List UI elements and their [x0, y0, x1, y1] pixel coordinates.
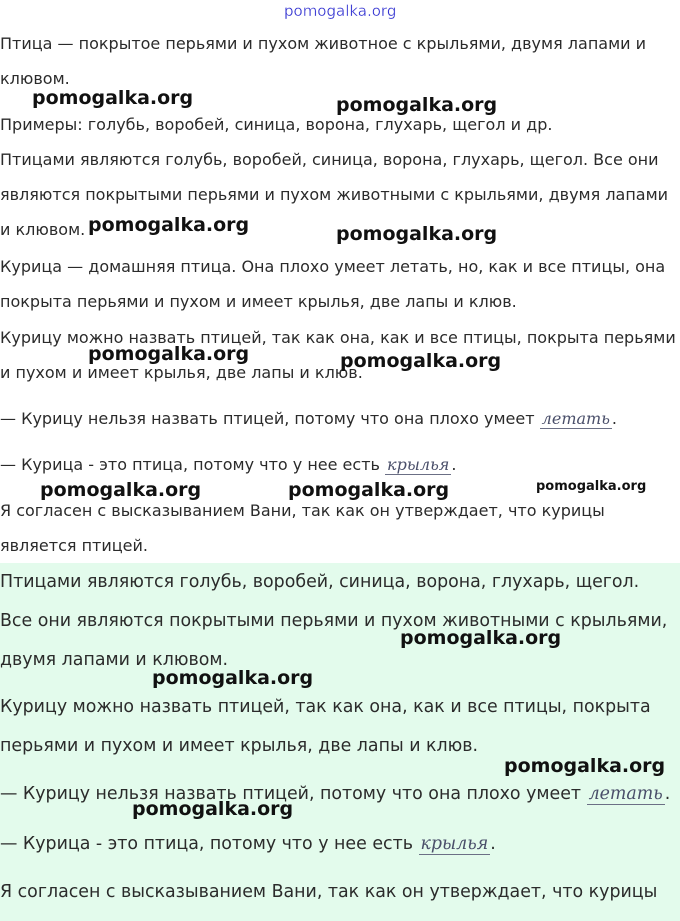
- watermark: pomogalka.org: [40, 479, 202, 501]
- claim-two-answer-word: крылья: [387, 455, 450, 474]
- answer-birds-conclusion: Птицами являются голубь, воробей, синица, ворона, глухарь, щегол. Все они являются покрытыми перьями и пухом животными с крыльями, двумя лапами и клювом.: [0, 572, 668, 670]
- chicken-is-bird: Курицу можно назвать птицей, так как она, как и все птицы, покрыта перьями и пухом и имеет крылья, две лапы и клюв.: [0, 328, 676, 382]
- claim-two-end: .: [451, 455, 457, 474]
- watermark: pomogalka.org: [336, 223, 498, 245]
- watermark: pomogalka.org: [88, 343, 250, 365]
- top-watermark: pomogalka.org: [284, 2, 397, 20]
- claim-one: [0, 401, 678, 436]
- watermark: pomogalka.org: [336, 94, 498, 116]
- birds-conclusion: Птицами являются голубь, воробей, синица, ворона, глухарь, щегол. Все они являются покрытыми перьями и пухом животными с крыльями, двумя лапами и клювом.: [0, 150, 669, 239]
- agree-statement: Я согласен с высказыванием Вани, так как он утверждает, что курицы является птицей.: [0, 501, 605, 555]
- answer-claim-one-text: — Курицу нельзя назвать птицей, потому что она плохо умеет: [0, 784, 582, 804]
- bird-examples: Примеры: голубь, воробей, синица, ворона, глухарь, щегол и др.: [0, 115, 553, 134]
- answer-claim-two-end: .: [490, 834, 496, 854]
- claim-one-text: — Курицу нельзя назвать птицей, потому что она плохо умеет: [0, 409, 535, 428]
- answer-claim-one-end: .: [664, 784, 671, 804]
- claim-two-text: — Курица - это птица, потому что у нее есть: [0, 455, 380, 474]
- watermark: pomogalka.org: [32, 87, 194, 109]
- watermark: pomogalka.org: [288, 479, 450, 501]
- answer-claim-one-answer-word: летать: [588, 784, 663, 804]
- bird-definition: Птица — покрытое перьями и пухом животное с крыльями, двумя лапами и клювом.: [0, 34, 647, 88]
- watermark: pomogalka.org: [340, 350, 502, 372]
- claim-one-answer-word: летать: [541, 409, 610, 428]
- claim-two: [0, 447, 678, 482]
- watermark: pomogalka.org: [132, 798, 294, 820]
- answer-block: [0, 563, 680, 921]
- chicken-description: Курица — домашняя птица. Она плохо умеет летать, но, как и все птицы, она покрыта перьями и пухом и имеет крылья, две лапы и клюв.: [0, 257, 666, 311]
- answer-claim-two-answer-word: крылья: [420, 834, 489, 854]
- watermark: pomogalka.org: [88, 214, 250, 236]
- answer-agree-statement: Я согласен с высказыванием Вани, так как он утверждает, что курицы: [0, 882, 658, 902]
- answer-claim-two: [0, 825, 676, 864]
- answer-claim-one: [0, 775, 676, 814]
- watermark: pomogalka.org: [536, 479, 647, 494]
- watermark: pomogalka.org: [400, 627, 562, 649]
- watermark: pomogalka.org: [504, 755, 666, 777]
- claim-one-end: .: [611, 409, 617, 428]
- answer-chicken-is-bird: Курицу можно назвать птицей, так как она, как и все птицы, покрыта перьями и пухом и имеет крылья, две лапы и клюв.: [0, 697, 651, 756]
- watermark: pomogalka.org: [152, 667, 314, 689]
- answer-claim-two-text: — Курица - это птица, потому что у нее есть: [0, 834, 413, 854]
